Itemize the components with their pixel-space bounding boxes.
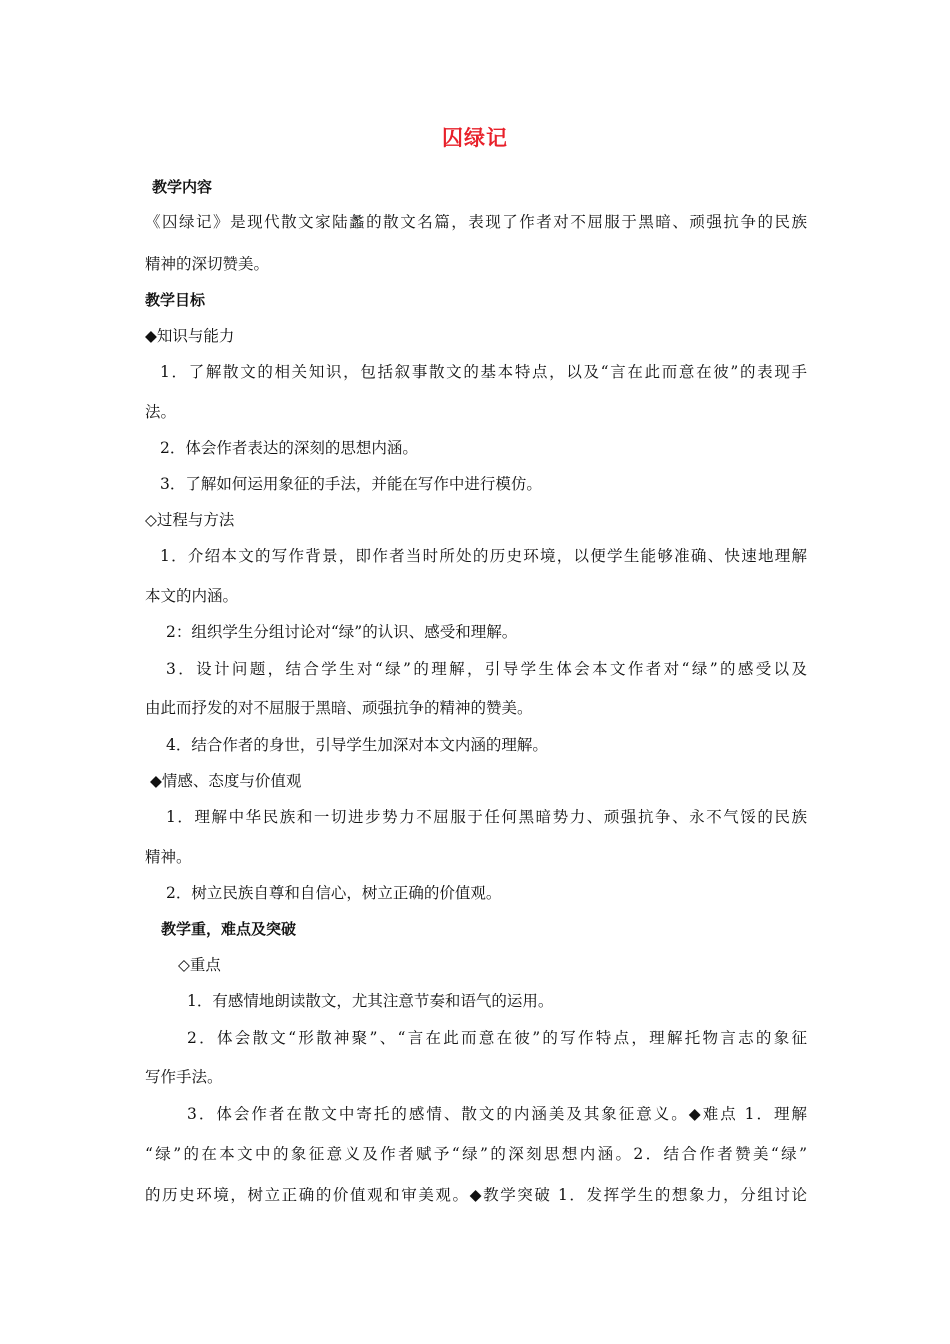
list-item-line: 由此而抒发的对不屈服于黑暗、顽强抗争的精神的赞美。 [145,699,533,717]
list-item-line: 3．体会作者在散文中寄托的感情、散文的内涵美及其象征意义。◆难点 1．理解 [187,1105,807,1123]
list-item-line: 1．有感情地朗读散文，尤其注意节奏和语气的运用。 [187,992,554,1010]
list-item-line: 写作手法。 [145,1068,223,1086]
list-item-line: 1．介绍本文的写作背景，即作者当时所处的历史环境，以便学生能够准确、快速地理解 [160,547,807,565]
list-item-line: 法。 [145,403,177,421]
list-item-line: 3．了解如何运用象征的手法，并能在写作中进行模仿。 [160,475,542,493]
list-item-line: 精神。 [145,848,192,866]
heading-key-difficult-points: 教学重，难点及突破 [161,920,297,938]
subheading-key-points: ◇重点 [178,956,221,974]
list-item-line: 2：组织学生分组讨论对“绿”的认识、感受和理解。 [166,623,518,641]
paragraph-line: “绿”的在本文中的象征意义及作者赋予“绿”的深刻思想内涵。2．结合作者赞美“绿” [145,1145,807,1163]
list-item-line: 3．设计问题，结合学生对“绿”的理解，引导学生体会本文作者对“绿”的感受以及 [166,660,807,678]
paragraph-line: 精神的深切赞美。 [145,255,270,273]
list-item-line: 本文的内涵。 [145,587,239,605]
document-title: 囚绿记 [442,126,508,150]
subheading-emotion-values: ◆情感、态度与价值观 [150,772,302,790]
list-item-line: 2．树立民族自尊和自信心，树立正确的价值观。 [166,884,502,902]
list-item-line: 2．体会散文“形散神聚”、“言在此而意在彼”的写作特点，理解托物言志的象征 [187,1029,807,1047]
subheading-process-method: ◇过程与方法 [145,511,235,529]
paragraph-line: 的历史环境，树立正确的价值观和审美观。◆教学突破 1．发挥学生的想象力，分组讨论 [145,1186,807,1204]
list-item-line: 2．体会作者表达的深刻的思想内涵。 [160,439,418,457]
heading-teaching-goals: 教学目标 [145,291,206,309]
list-item-line: 4．结合作者的身世，引导学生加深对本文内涵的理解。 [166,736,548,754]
list-item-line: 1．理解中华民族和一切进步势力不屈服于任何黑暗势力、顽强抗争、永不气馁的民族 [166,808,807,826]
heading-teaching-content: 教学内容 [152,178,213,196]
paragraph-line: 《囚绿记》是现代散文家陆蠡的散文名篇，表现了作者对不屈服于黑暗、顽强抗争的民族 [145,213,807,231]
list-item-line: 1．了解散文的相关知识，包括叙事散文的基本特点，以及“言在此而意在彼”的表现手 [160,363,807,381]
subheading-knowledge-ability: ◆知识与能力 [145,327,235,345]
